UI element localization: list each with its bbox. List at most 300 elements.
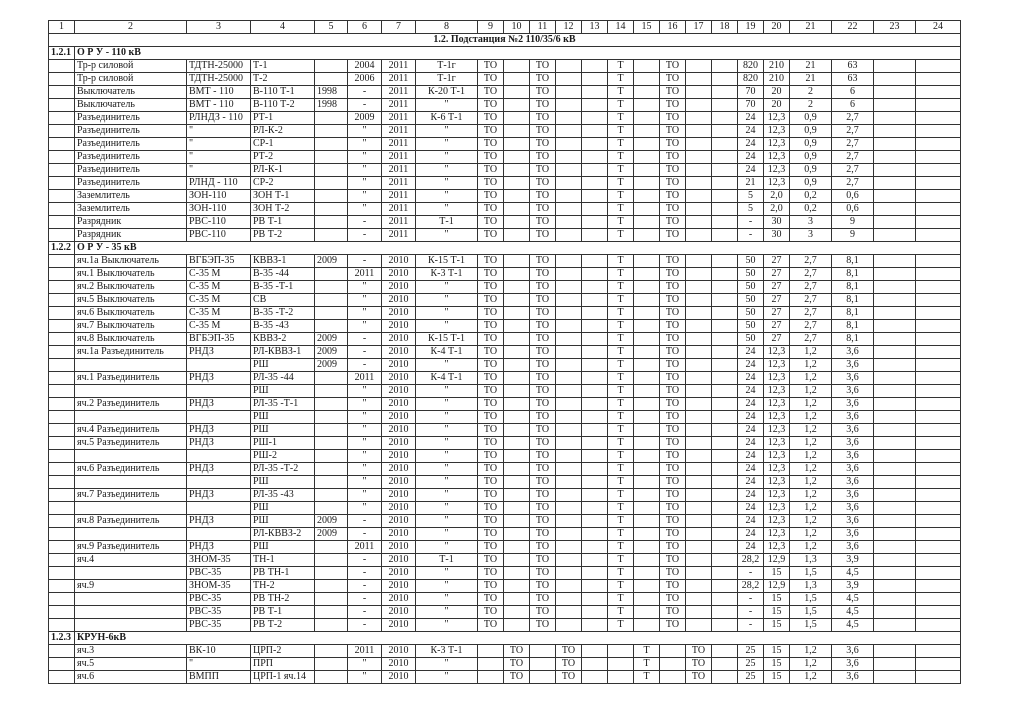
table-cell: Разрядник xyxy=(75,229,187,242)
table-cell xyxy=(315,294,348,307)
table-cell xyxy=(504,359,530,372)
table-cell: 24 xyxy=(738,398,764,411)
table-cell xyxy=(582,177,608,190)
table-cell: РШ-2 xyxy=(251,450,315,463)
table-cell: 3,6 xyxy=(832,385,874,398)
table-cell xyxy=(712,138,738,151)
table-cell: ТО xyxy=(530,164,556,177)
table-cell xyxy=(634,307,660,320)
table-cell xyxy=(634,138,660,151)
table-cell: Разъединитель xyxy=(75,125,187,138)
row-number-cell xyxy=(49,99,75,112)
empty-cell xyxy=(916,99,961,112)
table-cell: Т xyxy=(608,151,634,164)
table-cell xyxy=(315,151,348,164)
table-cell xyxy=(556,190,582,203)
table-cell xyxy=(712,554,738,567)
table-cell xyxy=(504,372,530,385)
table-cell xyxy=(660,645,686,658)
table-cell: 2011 xyxy=(382,216,416,229)
empty-cell xyxy=(874,567,916,580)
table-cell xyxy=(582,268,608,281)
table-cell: 2,0 xyxy=(764,203,790,216)
table-cell xyxy=(504,567,530,580)
table-cell: РШ-1 xyxy=(251,437,315,450)
table-cell: 50 xyxy=(738,320,764,333)
table-row xyxy=(49,177,961,190)
row-number-cell xyxy=(49,567,75,580)
table-cell: 1,2 xyxy=(790,346,832,359)
table-cell xyxy=(712,424,738,437)
table-cell xyxy=(556,268,582,281)
table-cell: 3,6 xyxy=(832,398,874,411)
table-cell: ТО xyxy=(478,450,504,463)
row-number-cell xyxy=(49,320,75,333)
table-cell: ТО xyxy=(504,645,530,658)
table-cell: ТО xyxy=(530,281,556,294)
table-cell xyxy=(582,229,608,242)
table-cell: Т-1г xyxy=(416,60,478,73)
table-cell xyxy=(187,359,251,372)
table-cell xyxy=(582,138,608,151)
table-cell: 2010 xyxy=(382,515,416,528)
table-cell xyxy=(315,60,348,73)
table-cell: 3,6 xyxy=(832,541,874,554)
table-cell: РШ xyxy=(251,411,315,424)
table-cell: ТО xyxy=(478,528,504,541)
table-cell xyxy=(712,125,738,138)
table-cell: 3,9 xyxy=(832,554,874,567)
table-row xyxy=(49,372,961,385)
table-row xyxy=(49,216,961,229)
table-cell: 8,1 xyxy=(832,255,874,268)
table-cell xyxy=(504,619,530,632)
table-cell xyxy=(634,398,660,411)
table-cell: ТО xyxy=(478,307,504,320)
table-cell: РШ xyxy=(251,476,315,489)
table-cell: 3,6 xyxy=(832,450,874,463)
table-cell: 12,3 xyxy=(764,138,790,151)
table-cell: " xyxy=(416,541,478,554)
table-cell: Т xyxy=(608,476,634,489)
empty-cell xyxy=(874,268,916,281)
table-row xyxy=(49,333,961,346)
table-cell: ТО xyxy=(660,476,686,489)
column-number: 17 xyxy=(686,21,712,34)
table-cell: 2,7 xyxy=(832,151,874,164)
table-cell: 3,9 xyxy=(832,580,874,593)
table-cell: ТО xyxy=(660,333,686,346)
row-number-cell xyxy=(49,73,75,86)
row-number-cell xyxy=(49,281,75,294)
table-cell xyxy=(634,476,660,489)
table-cell xyxy=(315,541,348,554)
table-cell: " xyxy=(416,437,478,450)
table-cell xyxy=(712,60,738,73)
empty-cell xyxy=(874,515,916,528)
table-cell: 27 xyxy=(764,320,790,333)
table-cell xyxy=(634,567,660,580)
section-title: О Р У - 35 кВ xyxy=(75,242,961,255)
row-number-cell xyxy=(49,502,75,515)
table-cell: 70 xyxy=(738,86,764,99)
table-cell: ТО xyxy=(478,385,504,398)
table-cell: 28,2 xyxy=(738,554,764,567)
table-cell xyxy=(582,216,608,229)
table-cell: РЛ-К-2 xyxy=(251,125,315,138)
table-cell: 210 xyxy=(764,60,790,73)
section-number: 1.2.3 xyxy=(49,632,75,645)
empty-cell xyxy=(874,346,916,359)
table-cell: 12,3 xyxy=(764,359,790,372)
table-cell: 24 xyxy=(738,502,764,515)
table-cell: " xyxy=(348,489,382,502)
table-row xyxy=(49,151,961,164)
table-cell xyxy=(686,385,712,398)
table-cell xyxy=(556,125,582,138)
table-cell: 50 xyxy=(738,281,764,294)
table-cell: ТО xyxy=(530,268,556,281)
table-row xyxy=(49,671,961,684)
table-cell xyxy=(556,73,582,86)
row-number-cell xyxy=(49,333,75,346)
table-cell: 2010 xyxy=(382,619,416,632)
table-cell: 25 xyxy=(738,658,764,671)
empty-cell xyxy=(874,307,916,320)
table-cell: " xyxy=(348,203,382,216)
empty-cell xyxy=(874,606,916,619)
table-cell: Т xyxy=(634,658,660,671)
table-cell: 2,7 xyxy=(790,268,832,281)
table-cell: " xyxy=(416,528,478,541)
empty-cell xyxy=(874,125,916,138)
row-number-cell xyxy=(49,177,75,190)
table-cell: " xyxy=(416,593,478,606)
table-cell: 3,6 xyxy=(832,437,874,450)
table-cell xyxy=(686,294,712,307)
table-cell xyxy=(634,450,660,463)
table-cell: ЗНОМ-35 xyxy=(187,554,251,567)
table-cell: ТО xyxy=(530,437,556,450)
table-cell xyxy=(187,528,251,541)
table-cell: яч.6 xyxy=(75,671,187,684)
table-cell: Т xyxy=(608,138,634,151)
table-cell xyxy=(556,255,582,268)
table-cell: 2011 xyxy=(382,112,416,125)
table-cell: Т xyxy=(608,125,634,138)
empty-cell xyxy=(874,255,916,268)
table-cell: Выключатель xyxy=(75,99,187,112)
table-cell: " xyxy=(416,658,478,671)
table-cell: " xyxy=(416,307,478,320)
table-cell: 5 xyxy=(738,203,764,216)
table-cell: Т-1г xyxy=(416,73,478,86)
table-cell: 12,3 xyxy=(764,463,790,476)
table-cell: 15 xyxy=(764,567,790,580)
empty-cell xyxy=(874,177,916,190)
table-cell: РНДЗ xyxy=(187,424,251,437)
table-cell: 2011 xyxy=(382,99,416,112)
table-cell xyxy=(504,411,530,424)
table-cell: 1,2 xyxy=(790,671,832,684)
table-cell: 2010 xyxy=(382,606,416,619)
table-cell xyxy=(712,658,738,671)
table-cell xyxy=(686,359,712,372)
table-cell xyxy=(556,463,582,476)
table-cell: Т xyxy=(608,606,634,619)
table-cell: Т xyxy=(608,255,634,268)
table-cell: " xyxy=(416,476,478,489)
table-cell xyxy=(315,398,348,411)
column-number: 16 xyxy=(660,21,686,34)
table-cell: К-3 Т-1 xyxy=(416,645,478,658)
row-number-cell xyxy=(49,164,75,177)
table-cell xyxy=(712,307,738,320)
table-cell xyxy=(582,86,608,99)
table-cell xyxy=(634,216,660,229)
table-cell xyxy=(75,502,187,515)
table-cell xyxy=(187,476,251,489)
row-number-cell xyxy=(49,671,75,684)
table-cell: " xyxy=(348,125,382,138)
empty-cell xyxy=(874,385,916,398)
table-cell xyxy=(504,138,530,151)
table-row xyxy=(49,437,961,450)
table-cell: ТО xyxy=(478,398,504,411)
table-cell: РТ-2 xyxy=(251,151,315,164)
empty-cell xyxy=(916,73,961,86)
table-cell: 15 xyxy=(764,619,790,632)
table-cell xyxy=(582,151,608,164)
table-cell: 2010 xyxy=(382,281,416,294)
table-cell xyxy=(315,372,348,385)
empty-cell xyxy=(874,86,916,99)
table-cell: - xyxy=(348,593,382,606)
table-cell xyxy=(582,424,608,437)
table-cell: Разъединитель xyxy=(75,177,187,190)
empty-cell xyxy=(916,398,961,411)
table-cell: ТО xyxy=(660,515,686,528)
table-cell: " xyxy=(416,489,478,502)
table-cell: 0,6 xyxy=(832,203,874,216)
table-cell: 12,3 xyxy=(764,151,790,164)
table-cell: ТО xyxy=(530,125,556,138)
table-cell: 15 xyxy=(764,593,790,606)
empty-cell xyxy=(916,112,961,125)
table-cell xyxy=(686,593,712,606)
empty-cell xyxy=(916,307,961,320)
table-cell: 24 xyxy=(738,463,764,476)
table-cell: " xyxy=(348,450,382,463)
table-cell xyxy=(712,177,738,190)
table-cell xyxy=(686,112,712,125)
table-cell xyxy=(556,346,582,359)
table-cell: 50 xyxy=(738,255,764,268)
table-cell xyxy=(582,294,608,307)
table-cell xyxy=(712,112,738,125)
table-cell: ТО xyxy=(530,606,556,619)
table-cell: 24 xyxy=(738,385,764,398)
equipment-schedule-table xyxy=(48,20,961,684)
table-cell xyxy=(686,151,712,164)
table-cell: Т xyxy=(608,60,634,73)
table-cell xyxy=(582,658,608,671)
table-cell: 1,2 xyxy=(790,385,832,398)
table-cell: 0,9 xyxy=(790,125,832,138)
row-number-cell xyxy=(49,398,75,411)
table-cell: 1,2 xyxy=(790,463,832,476)
table-cell: Т xyxy=(608,190,634,203)
table-cell: РШ xyxy=(251,502,315,515)
table-cell: 820 xyxy=(738,60,764,73)
table-row xyxy=(49,398,961,411)
table-cell: В-110 Т-2 xyxy=(251,99,315,112)
table-cell: 3,6 xyxy=(832,424,874,437)
table-cell xyxy=(634,437,660,450)
table-cell xyxy=(315,190,348,203)
table-cell: ТО xyxy=(530,294,556,307)
table-cell xyxy=(686,320,712,333)
table-cell: РТ-1 xyxy=(251,112,315,125)
table-cell: ТО xyxy=(660,567,686,580)
empty-cell xyxy=(874,60,916,73)
table-cell xyxy=(582,645,608,658)
table-cell xyxy=(582,281,608,294)
table-cell: 70 xyxy=(738,99,764,112)
table-cell: " xyxy=(187,138,251,151)
table-cell: ТО xyxy=(660,385,686,398)
empty-cell xyxy=(874,463,916,476)
table-cell: 1,2 xyxy=(790,489,832,502)
row-number-cell xyxy=(49,463,75,476)
table-cell xyxy=(686,307,712,320)
table-cell: 21 xyxy=(790,73,832,86)
table-cell: 20 xyxy=(764,99,790,112)
table-cell: РНДЗ xyxy=(187,489,251,502)
table-cell: 27 xyxy=(764,268,790,281)
table-cell: - xyxy=(738,593,764,606)
empty-cell xyxy=(916,424,961,437)
table-cell: 3,6 xyxy=(832,528,874,541)
table-cell: Т xyxy=(608,619,634,632)
empty-cell xyxy=(916,541,961,554)
empty-cell xyxy=(916,359,961,372)
table-cell: ТО xyxy=(478,333,504,346)
table-cell: 2010 xyxy=(382,671,416,684)
table-cell: ТО xyxy=(660,528,686,541)
empty-cell xyxy=(916,60,961,73)
table-cell: ТО xyxy=(478,320,504,333)
table-row xyxy=(49,112,961,125)
table-cell xyxy=(634,320,660,333)
empty-cell xyxy=(916,502,961,515)
table-cell xyxy=(582,593,608,606)
empty-cell xyxy=(916,346,961,359)
table-cell: ТО xyxy=(686,645,712,658)
table-cell: К-4 Т-1 xyxy=(416,372,478,385)
table-cell xyxy=(582,515,608,528)
table-cell: ТО xyxy=(478,372,504,385)
table-cell xyxy=(504,190,530,203)
table-cell: ТО xyxy=(478,554,504,567)
table-cell: 4,5 xyxy=(832,567,874,580)
row-number-cell xyxy=(49,203,75,216)
table-cell: К-15 Т-1 xyxy=(416,255,478,268)
table-cell xyxy=(634,268,660,281)
table-cell xyxy=(712,86,738,99)
table-cell: 2,7 xyxy=(790,333,832,346)
table-cell: 2010 xyxy=(382,645,416,658)
table-cell: ТО xyxy=(530,424,556,437)
table-cell: 1,5 xyxy=(790,606,832,619)
table-cell: К-4 Т-1 xyxy=(416,346,478,359)
row-number-cell xyxy=(49,645,75,658)
table-cell: 2,7 xyxy=(790,294,832,307)
table-cell xyxy=(504,164,530,177)
table-cell xyxy=(315,593,348,606)
table-cell: 2009 xyxy=(315,528,348,541)
table-cell xyxy=(686,60,712,73)
table-row xyxy=(49,255,961,268)
table-cell xyxy=(315,229,348,242)
empty-cell xyxy=(916,125,961,138)
table-cell xyxy=(315,580,348,593)
table-cell xyxy=(634,281,660,294)
table-cell xyxy=(530,658,556,671)
empty-cell xyxy=(874,437,916,450)
table-cell: " xyxy=(348,437,382,450)
table-cell: ТО xyxy=(660,320,686,333)
column-number: 20 xyxy=(764,21,790,34)
table-body xyxy=(49,21,961,684)
table-cell: 2011 xyxy=(348,268,382,281)
table-cell: 4,5 xyxy=(832,619,874,632)
table-cell: Выключатель xyxy=(75,86,187,99)
table-cell: ВГБЭП-35 xyxy=(187,333,251,346)
table-cell: РВ Т-2 xyxy=(251,619,315,632)
table-cell xyxy=(582,333,608,346)
table-cell: 210 xyxy=(764,73,790,86)
table-cell: ПРП xyxy=(251,658,315,671)
table-cell: 8,1 xyxy=(832,281,874,294)
table-cell: - xyxy=(348,580,382,593)
table-cell xyxy=(712,320,738,333)
table-cell xyxy=(686,177,712,190)
table-cell xyxy=(660,658,686,671)
table-cell xyxy=(634,554,660,567)
table-cell xyxy=(712,333,738,346)
table-cell: ТО xyxy=(530,320,556,333)
table-row xyxy=(49,411,961,424)
empty-cell xyxy=(916,411,961,424)
table-cell: ТО xyxy=(478,580,504,593)
table-cell: ЗОН-110 xyxy=(187,190,251,203)
empty-cell xyxy=(874,164,916,177)
table-cell: ТО xyxy=(660,346,686,359)
table-cell: 2009 xyxy=(348,112,382,125)
empty-cell xyxy=(916,463,961,476)
table-cell xyxy=(504,281,530,294)
table-cell: яч.5 Выключатель xyxy=(75,294,187,307)
table-cell: 2010 xyxy=(382,593,416,606)
table-cell: 2010 xyxy=(382,307,416,320)
table-cell: 1,2 xyxy=(790,528,832,541)
table-cell: РВС-35 xyxy=(187,567,251,580)
table-cell: В-35 -Т-2 xyxy=(251,307,315,320)
table-cell: 2010 xyxy=(382,372,416,385)
table-cell: 25 xyxy=(738,671,764,684)
table-cell: " xyxy=(416,190,478,203)
